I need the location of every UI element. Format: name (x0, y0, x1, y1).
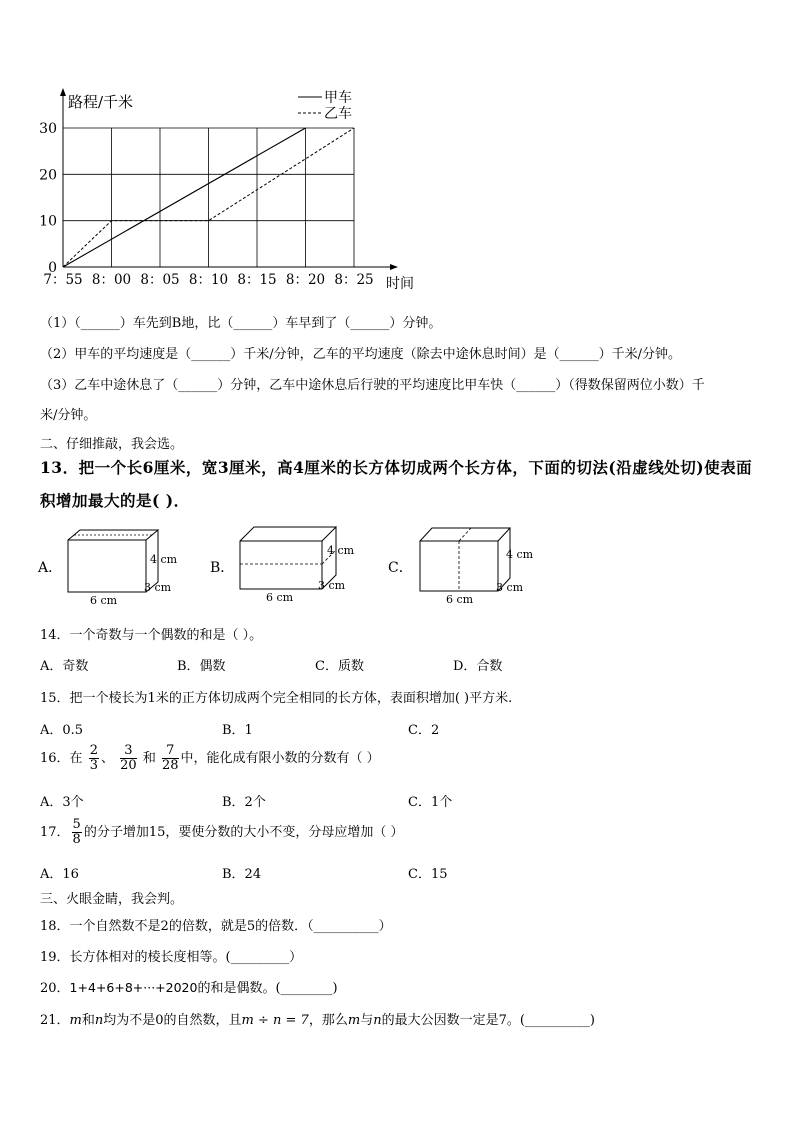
section-2-heading: 二、仔细推敲，我会选。 (40, 437, 184, 452)
series-line-jia (63, 128, 306, 267)
q20-stem: 20．1+4+6+8+···+2020的和是偶数。(________) (40, 980, 338, 996)
q20-expression: 1+4+6+8+···+2020 (69, 980, 198, 995)
legend-label-yi: 乙车 (324, 106, 352, 122)
q12-sub3-cont: 米/分钟。 (40, 408, 97, 423)
x-tick-label: 8：10 (188, 272, 229, 288)
y-tick-label: 30 (39, 121, 57, 137)
y-axis-arrow (60, 88, 66, 96)
q17-stem: 17． $\frac{5}{8}$ 的分子增加15，要使分数的大小不变，分母应增加（ ） (40, 817, 404, 847)
q14-stem: 14．一个奇数与一个偶数的和是（ ）。 (40, 628, 263, 643)
q13-c-dim-h: 4 cm (506, 548, 534, 561)
q13-a-dim-l: 6 cm (90, 594, 118, 605)
q13-option-a-label[interactable]: A． (38, 560, 63, 576)
q13-b-dim-h: 4 cm (327, 544, 355, 557)
q13-option-c-figure[interactable] (410, 520, 540, 606)
q13-c-dim-w: 3 cm (496, 581, 524, 594)
y-tick-label: 0 (48, 260, 57, 276)
q15-option-a[interactable]: A．0.5 (40, 723, 84, 738)
q13-a-dim-w: 3 cm (144, 581, 172, 594)
q13-a-dim-h: 4 cm (150, 553, 178, 566)
q16-fraction-3: $\frac{7}{28}$ (161, 743, 179, 773)
q16-option-a[interactable]: A．3个 (40, 795, 84, 810)
y-axis-label: 路程/千米 (68, 93, 134, 111)
q13-stem-line2: 积增加最大的是( )． (40, 491, 190, 510)
q12-sub2: （2）甲车的平均速度是（______）千米/分钟，乙车的平均速度（除去中途休息时间）是（______）千米/分钟。 (40, 347, 682, 362)
x-tick-label: 8：20 (285, 272, 326, 288)
q21-stem: 21．m和n均为不是0的自然数，且m ÷ n = 7，那么m与n的最大公因数一定是7。(__________) (40, 1013, 595, 1028)
x-tick-label: 8：25 (334, 272, 374, 288)
x-axis-arrow (390, 264, 398, 270)
q13-option-b-label[interactable]: B． (210, 560, 235, 576)
q17-option-a[interactable]: A．16 (40, 867, 79, 882)
q18-stem: 18．一个自然数不是2的倍数，就是5的倍数．（__________） (40, 919, 392, 934)
q16-fraction-1: $\frac{2}{3}$ (89, 743, 98, 773)
legend-label-jia: 甲车 (324, 90, 352, 106)
q14-option-d[interactable]: D．合数 (453, 659, 503, 674)
q12-sub3: （3）乙车中途休息了（______）分钟，乙车中途休息后行驶的平均速度比甲车快（______）（得数保留两位小数）千 (40, 378, 705, 393)
q15-option-b[interactable]: B．1 (222, 723, 253, 738)
q16-stem: 16．在 $\frac{2}{3}$ 、 $\frac{3}{20}$ 和 $\frac{7}{28}$ 中，能化成有限小数的分数有（ ） (40, 743, 380, 773)
x-tick-label: 8：15 (237, 272, 277, 288)
q13-stem-line1: 13．把一个长6厘米，宽3厘米，高4厘米的长方体切成两个长方体，下面的切法(沿虚线处切)使表面 (40, 458, 753, 477)
q21-expression: m ÷ n = 7 (241, 1013, 309, 1028)
q14-option-c[interactable]: C．质数 (315, 659, 364, 674)
q15-option-c[interactable]: C．2 (408, 723, 440, 738)
q16-fraction-2: $\frac{3}{20}$ (120, 743, 137, 773)
x-tick-label: 8：05 (140, 272, 180, 288)
q15-stem: 15．把一个棱长为1米的正方体切成两个完全相同的长方体，表面积增加( )平方米. (40, 691, 513, 706)
x-tick-label: 7：55 (43, 272, 83, 288)
q17-option-c[interactable]: C．15 (408, 867, 448, 882)
q13-b-dim-l: 6 cm (266, 591, 294, 604)
legend (298, 90, 352, 122)
x-tick-label: 8：00 (91, 272, 132, 288)
q12-sub1: （1）（______）车先到B地，比（______）车早到了（______）分钟。 (40, 316, 442, 331)
q19-stem: 19．长方体相对的棱长度相等。(_________） (40, 950, 303, 965)
q16-option-b[interactable]: B．2个 (222, 795, 266, 810)
q13-c-dim-l: 6 cm (446, 593, 474, 606)
q14-option-a[interactable]: A．奇数 (40, 659, 89, 674)
q14-option-b[interactable]: B．偶数 (177, 659, 226, 674)
q13-option-a-figure[interactable] (58, 525, 188, 605)
y-tick-label: 10 (39, 213, 57, 230)
q16-option-c[interactable]: C．1个 (408, 795, 453, 810)
q13-option-b-figure[interactable] (230, 520, 360, 606)
distance-time-chart (30, 80, 430, 295)
q13-option-c-label[interactable]: C． (388, 560, 413, 576)
y-tick-label: 20 (39, 167, 57, 184)
q13-b-dim-w: 3 cm (318, 579, 346, 592)
x-axis-label: 时间 (386, 276, 414, 292)
q17-fraction: $\frac{5}{8}$ (72, 817, 81, 847)
section-3-heading: 三、火眼金睛，我会判。 (40, 892, 184, 907)
q16-prefix: 16．在 (40, 751, 83, 766)
q17-option-b[interactable]: B．24 (222, 867, 262, 882)
